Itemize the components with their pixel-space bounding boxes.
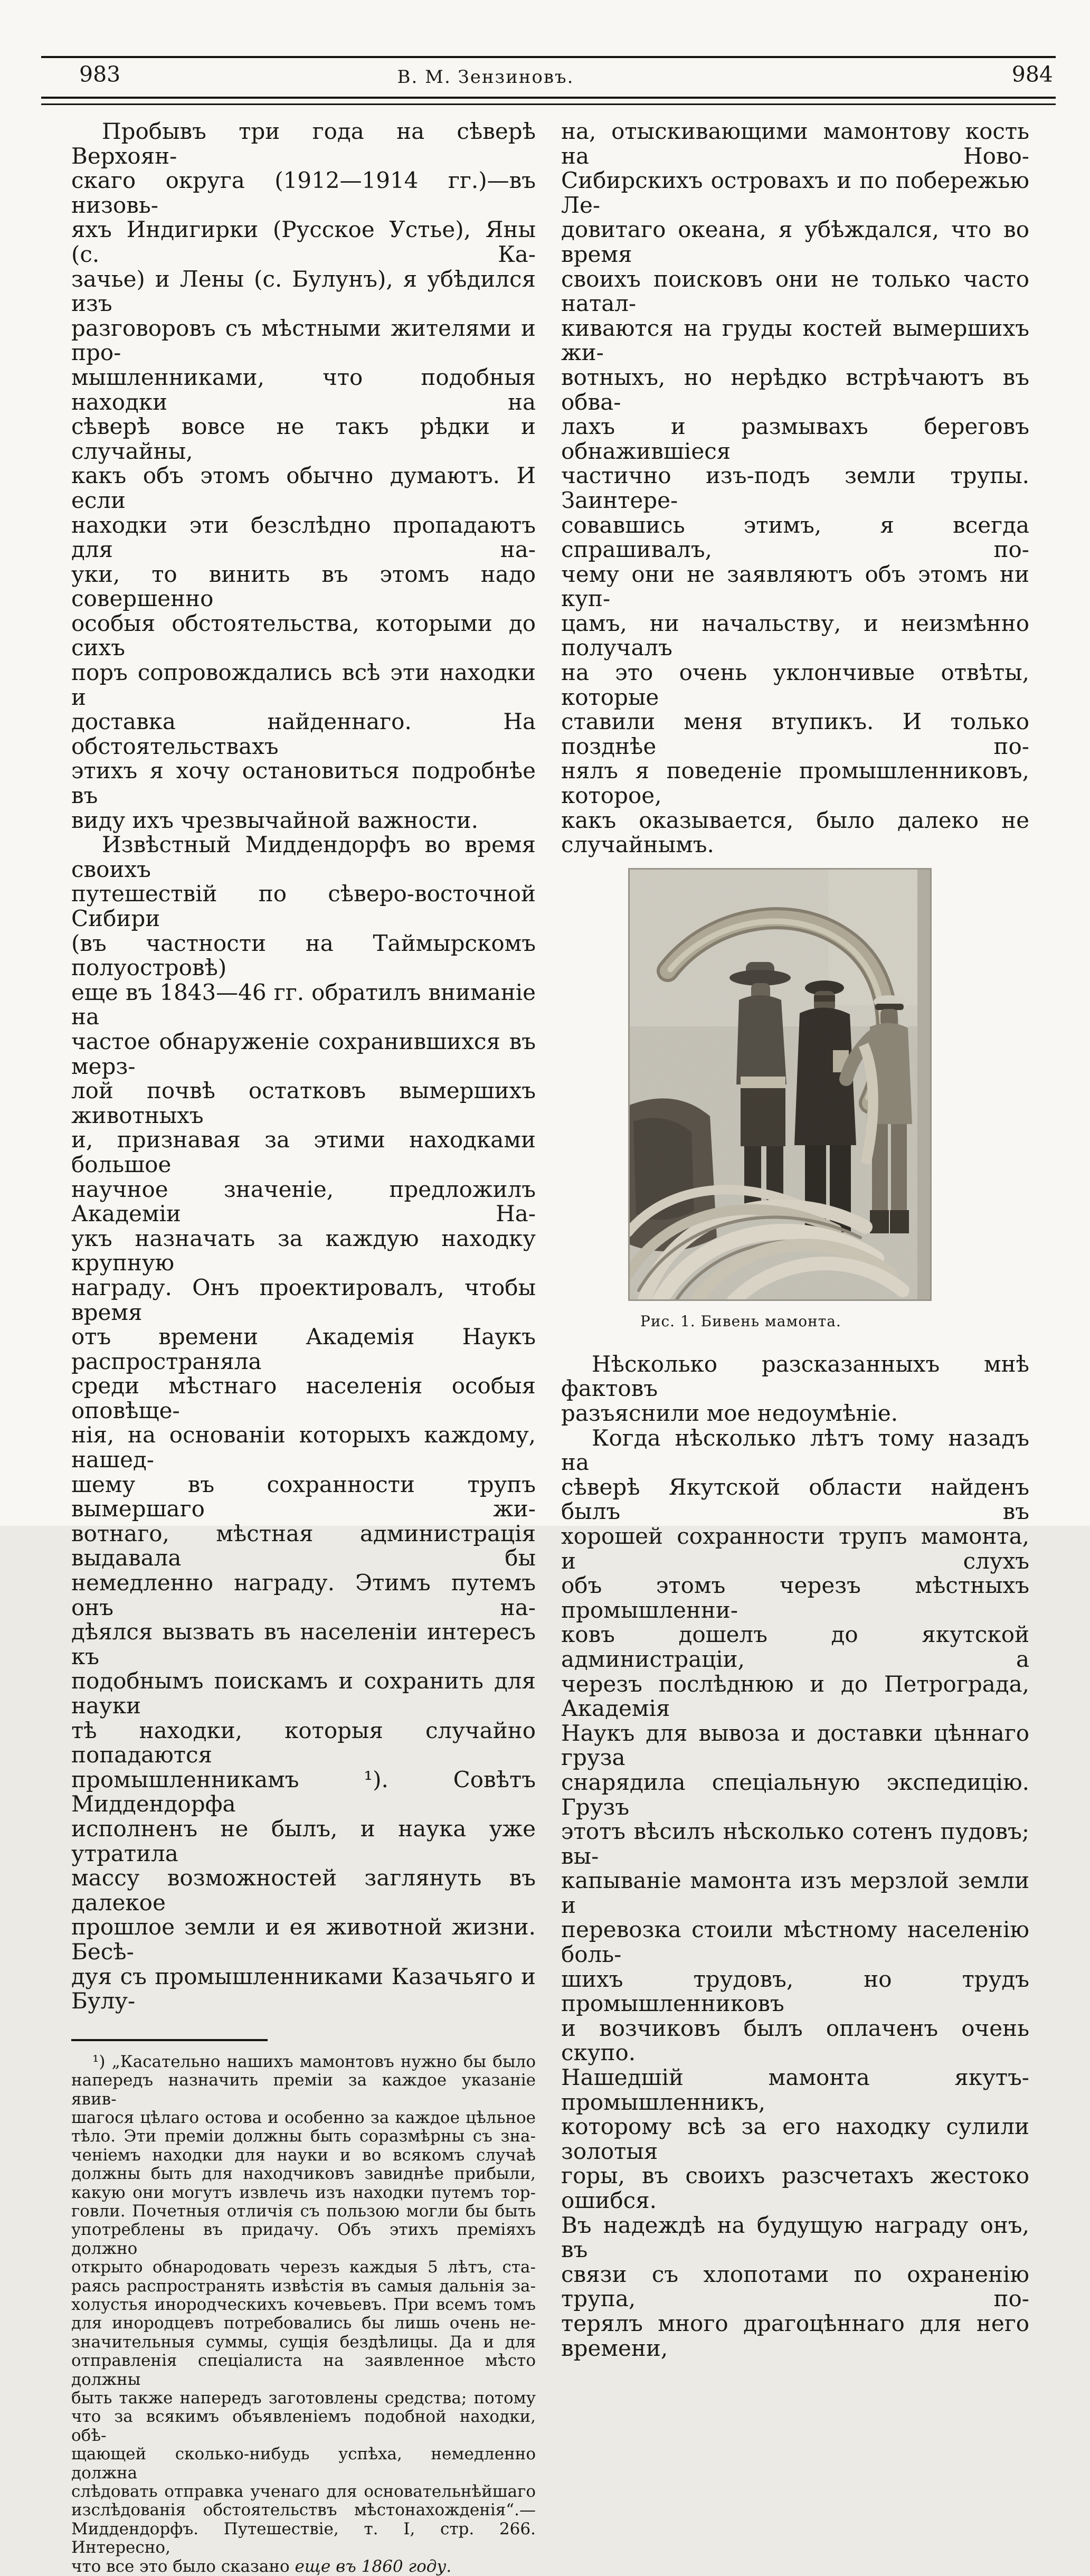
text-line: для инородцевъ потребовались бы лишь очень не- [71,2314,536,2333]
text-line: (въ частности на Таймырскомъ полуостровѣ) [71,930,536,981]
text-line: ковъ дошелъ до якутской администраціи, а [561,1621,1029,1672]
text-line: довитаго океана, я убѣждался, что во время [561,216,1029,267]
text-line: прошлое земли и ея животной жизни. Бесѣ- [71,1914,536,1965]
text-line: разъяснили мое недоумѣніе. [561,1400,898,1426]
text-line: которому всѣ за его находку сулили золотыя [561,2113,1029,2164]
text-line: награду. Онъ проектировалъ, чтобы время [71,1274,536,1325]
header-rule-bottom-2 [41,103,1056,105]
text-line: отправленія спеціалиста на заявленное мѣсто должны [71,2351,536,2389]
text-line: ¹) „Касательно нашихъ мамонтовъ нужно бы было [92,2052,536,2071]
text-line: этотъ вѣсилъ нѣсколько сотенъ пудовъ; вы- [561,1818,1029,1869]
page-number-left: 983 [79,62,121,87]
text-line: Сибирскихъ островахъ и по побережью Ле- [561,167,1029,218]
text-line: совавшись этимъ, я всегда спрашивалъ, по- [561,512,1029,563]
paragraph-1-continuation [561,119,1029,857]
text-line: дуя съ промышленниками Казачьяго и Булу- [71,1963,536,2014]
text-line: на это очень уклончивые отвѣты, которые [561,659,1029,710]
page-number-right: 984 [1011,62,1053,87]
header-rule-bottom-1 [41,97,1056,99]
text-line: поръ сопровождались всѣ эти находки и [71,659,536,710]
text-line: сѣверѣ Якутской области найденъ былъ въ [561,1474,1029,1525]
text-line: и возчиковъ былъ оплаченъ очень скупо. [561,2015,1029,2066]
text-line: щающей сколько-нибудь успѣха, немедленно должна [71,2445,536,2483]
text-line: киваются на груды костей вымершихъ жи- [561,315,1029,366]
text-line: напередъ назначить преміи за каждое указаніе явив- [71,2071,536,2109]
text-line: этихъ я хочу остановиться подробнѣе въ [71,758,536,809]
text-line: особыя обстоятельства, которыми до сихъ [71,610,536,661]
text-line: подобнымъ поискамъ и сохранить для науки [71,1668,536,1719]
text-line: холустья инородческихъ кочевьевъ. При всемъ томъ [71,2295,536,2314]
text-line: говли. Почетныя отличія съ пользою могли бы быть [71,2201,536,2221]
text-line: сѣверѣ вовсе не такъ рѣдки и случайны, [71,413,536,464]
text-line: перевозка стоили мѣстному населенію боль- [561,1917,1029,1968]
text-line: шему въ сохранности трупъ вымершаго жи- [71,1471,536,1522]
text-line: доставка найденнаго. На обстоятельствахъ [71,709,536,759]
text-line: путешествій по сѣверо-восточной Сибири [71,881,536,931]
text-line: объ этомъ черезъ мѣстныхъ промышленни- [561,1572,1029,1623]
text-line: раясь распространять извѣстія въ самыя дальнія за- [71,2276,536,2296]
footnote-italic-phrase: еще въ 1860 году. [295,2556,452,2576]
text-line: изслѣдованія обстоятельствъ мѣстонахожденія“.— [71,2500,536,2520]
footnote-last-line-text: что все это было сказано [71,2556,295,2576]
text-line: тѣ находки, которыя случайно попадаются [71,1717,536,1768]
text-line: лахъ и размывахъ береговъ обнажившіеся [561,413,1029,464]
paragraph-2 [561,1352,1029,1426]
text-line: какую они могутъ извлечь изъ находки путемъ тор- [71,2183,536,2202]
text-line: частично изъ-подъ земли трупы. Заинтере- [561,463,1029,513]
text-line: какъ оказывается, было далеко не случайнымъ. [561,807,1029,858]
text-line: ставили меня втупикъ. И только позднѣе по- [561,709,1029,759]
text-line: виду ихъ чрезвычайной важности. [71,807,478,833]
text-line: Въ надеждѣ на будущую награду онъ, въ [561,2212,1029,2263]
footnote-lines [71,2053,536,2558]
text-line: вотнаго, мѣстная администрація выдавала бы [71,1520,536,1571]
text-line: Нашедшій мамонта якутъ-промышленникъ, [561,2064,1029,2115]
paragraph-1 [71,119,536,833]
left-column [71,119,536,2576]
text-line: отъ времени Академія Наукъ распространяла [71,1324,536,1374]
text-line: и, признавая за этими находками большое [71,1127,536,1177]
text-line: что за всякимъ объявленіемъ подобной находки, обѣ- [71,2407,536,2445]
text-line: горы, въ своихъ разсчетахъ жестоко ошибся. [561,2163,1029,2213]
footnote-separator [71,2039,268,2041]
footnote-last-line [71,2558,536,2576]
text-line: вотныхъ, но нерѣдко встрѣчаютъ въ обва- [561,364,1029,415]
text-line: связи съ хлопотами по охраненію трупа, по- [561,2261,1029,2312]
text-line: терялъ много драгоцѣннаго для него времени, [561,2310,1029,2361]
text-line: дѣялся вызвать въ населеніи интересъ къ [71,1619,536,1669]
text-line: Нѣсколько разсказанныхъ мнѣ фактовъ [561,1351,1029,1402]
text-line: Извѣстный Миддендорфъ во время своихъ [71,832,536,882]
text-line: массу возможностей заглянуть въ далекое [71,1865,536,1916]
text-line: нія, на основаніи которыхъ каждому, нашед- [71,1422,536,1473]
figure-caption: Рис. 1. Бивень мамонта. [640,1312,841,1330]
text-line: быть также напередъ заготовлены средства; потому [71,2389,536,2408]
text-line: употреблены въ придачу. Объ этихъ преміяхъ должно [71,2220,536,2258]
text-line: хорошей сохранности трупъ мамонта, и слухъ [561,1523,1029,1574]
text-line: уки, то винить въ этомъ надо совершенно [71,561,536,612]
text-line: на, отыскивающими мамонтову кость на Ново- [561,118,1029,169]
text-line: черезъ послѣднюю и до Петрограда, Академія [561,1671,1029,1722]
text-line: среди мѣстнаго населенія особыя оповѣще- [71,1373,536,1423]
text-line: капываніе мамонта изъ мерзлой земли и [561,1867,1029,1918]
running-head-author: В. М. Зензиновъ. [397,67,574,88]
text-line: находки эти безслѣдно пропадаютъ для на- [71,512,536,563]
text-line: Пробывъ три года на сѣверѣ Верхоян- [71,118,536,169]
photo-grain-overlay [628,868,932,1301]
text-line: чему они не заявляютъ объ этомъ ни куп- [561,561,1029,612]
footnote [71,2053,536,2576]
text-line: тѣло. Эти преміи должны быть соразмѣрны съ зна- [71,2127,536,2146]
figure-photo [628,868,932,1301]
paragraph-2 [71,833,536,2014]
right-column [561,119,1029,2361]
text-line: шагося цѣлаго остова и особенно за каждое цѣльное [71,2108,536,2127]
text-line: значительныя суммы, сущія бездѣлицы. Да и для [71,2332,536,2352]
text-line: яхъ Индигирки (Русское Устье), Яны (с. Ка- [71,216,536,267]
text-line: Когда нѣсколько лѣтъ тому назадъ на [561,1424,1029,1476]
text-line: цамъ, ни начальству, и неизмѣнно получалъ [561,610,1029,661]
text-line: промышленникамъ ¹). Совѣтъ Миддендорфа [71,1766,536,1817]
text-line: частое обнаруженіе сохранившихся въ мерз- [71,1028,536,1079]
text-line: должны быть для находчиковъ завиднѣе прибыли, [71,2164,536,2184]
text-line: какъ объ этомъ обычно думаютъ. И если [71,463,536,513]
text-line: открыто обнародовать черезъ каждыя 5 лѣтъ, ста- [71,2258,536,2277]
text-line: зачье) и Лены (с. Булунъ), я убѣдился изъ [71,266,536,317]
text-line: Наукъ для вывоза и доставки цѣннаго груза [561,1720,1029,1771]
text-line: шихъ трудовъ, но трудъ промышленниковъ [561,1966,1029,2017]
text-line: слѣдовать отправка ученаго для основательнѣйшаго [71,2482,536,2502]
text-line: укъ назначать за каждую находку крупную [71,1225,536,1276]
header-rule-top [41,56,1056,58]
text-line: исполненъ не былъ, и наука уже утратила [71,1815,536,1866]
mammoth-tusk-photo [628,868,932,1301]
text-line: нялъ я поведеніе промышленниковъ, которое, [561,758,1029,809]
paragraph-3 [561,1426,1029,2361]
text-line: лой почвѣ остатковъ вымершихъ животныхъ [71,1078,536,1128]
text-line: научное значеніе, предложилъ Академіи На- [71,1176,536,1227]
text-line: скаго округа (1912—1914 гг.)—въ низовь- [71,167,536,218]
text-line: ченіемъ находки для науки и во всякомъ случаѣ [71,2145,536,2165]
text-line: Миддендорфъ. Путешествіе, т. I, стр. 266. Интересно, [71,2519,536,2558]
text-line: мышленниками, что подобныя находки на [71,364,536,415]
text-line: снарядила спеціальную экспедицію. Грузъ [561,1769,1029,1820]
text-line: разговоровъ съ мѣстными жителями и про- [71,315,536,366]
text-line: своихъ поисковъ они не только часто натал- [561,266,1029,317]
text-line: еще въ 1843—46 гг. обратилъ вниманіе на [71,979,536,1030]
text-line: немедленно награду. Этимъ путемъ онъ на- [71,1570,536,1620]
